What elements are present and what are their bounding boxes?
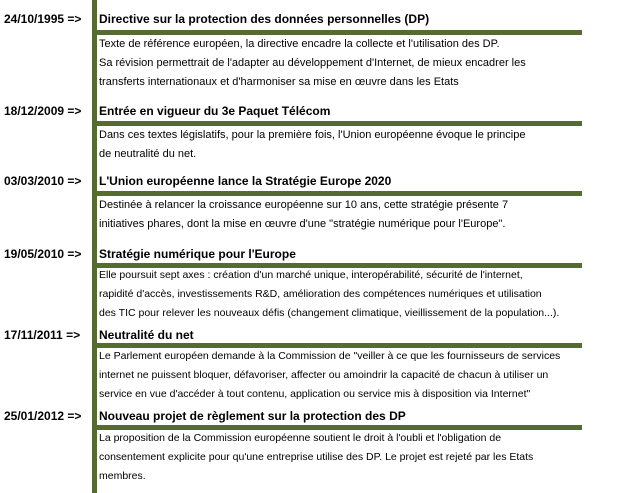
description-line: membres. [99, 470, 146, 482]
description-line: Destinée à relancer la croissance européenne sur 10 ans, cette stratégie présente 7 [99, 199, 509, 211]
description-line: Elle poursuit sept axes : création d'un marché unique, interopérabilité, sécurité de l'internet, [99, 269, 523, 281]
event-description [99, 347, 599, 404]
timeline-vertical-line [92, 0, 97, 493]
description-line: Dans ces textes législatifs, pour la première fois, l'Union européenne évoque le principe [99, 129, 526, 141]
event-description [99, 429, 599, 486]
description-line: service en vue d'accéder à tout contenu, application ou service mis à disposition via Internet" [99, 388, 531, 400]
description-line: Texte de référence européen, la directive encadre la collecte et l'utilisation des DP. [99, 38, 500, 50]
event-description [99, 126, 599, 164]
event-title: Stratégie numérique pour l'Europe [99, 247, 296, 261]
event-description [99, 35, 599, 92]
event-title: Entrée en vigueur du 3e Paquet Télécom [99, 104, 331, 118]
description-line: internet ne puissent bloquer, défavoriser, affecter ou amoindrir la capacité de chacun à utiliser un [99, 369, 549, 381]
description-line: initiatives phares, dont la mise en œuvre d'une "stratégie numérique pour l'Europe". [99, 218, 506, 230]
event-title: Nouveau projet de règlement sur la protection des DP [99, 409, 406, 423]
description-line: de neutralité du net. [99, 148, 197, 160]
event-date: 03/03/2010 => [4, 174, 82, 188]
event-description [99, 266, 599, 323]
event-description [99, 196, 599, 234]
description-line: Sa révision permettrait de l'adapter au développement d'Internet, de mieux encadrer les [99, 57, 526, 69]
description-line: des TIC pour relever les nouveaux défis (changement climatique, vieillissement de la population...). [99, 307, 560, 319]
description-line: La proposition de la Commission européenne soutient le droit à l'oubli et l'obligation de [99, 432, 502, 444]
event-date: 17/11/2011 => [4, 328, 81, 342]
description-line: Le Parlement européen demande à la Commission de "veiller à ce que les fournisseurs de services [99, 350, 561, 362]
event-title: L'Union européenne lance la Stratégie Europe 2020 [99, 174, 392, 188]
event-date: 24/10/1995 => [4, 12, 82, 26]
event-date: 19/05/2010 => [4, 247, 82, 261]
event-title: Neutralité du net [99, 328, 194, 342]
event-date: 18/12/2009 => [4, 104, 82, 118]
event-title: Directive sur la protection des données personnelles (DP) [99, 12, 430, 26]
description-line: transferts internationaux et d'harmoniser sa mise en œuvre dans les Etats [99, 76, 459, 88]
description-line: consentement explicite pour qu'une entreprise utilise des DP. Le projet est rejeté par les Etats [99, 451, 534, 463]
description-line: rapidité d'accès, investissements R&D, amélioration des compétences numériques et utilisation [99, 288, 542, 300]
event-date: 25/01/2012 => [4, 409, 82, 423]
